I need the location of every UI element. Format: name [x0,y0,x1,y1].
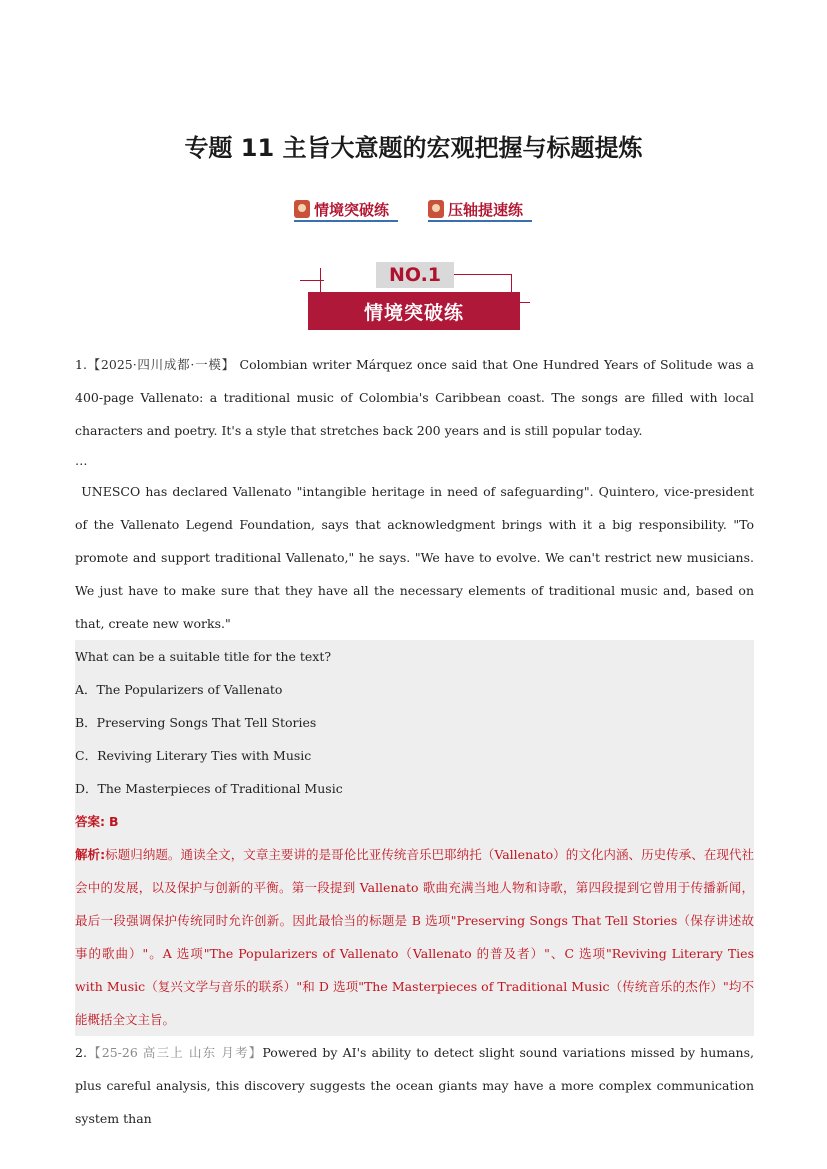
q1-para1 [75,348,754,447]
book-stand-icon [428,200,444,218]
tab-label: 情境突破练 [314,200,390,219]
option-a: A．The Popularizers of Vallenato [75,682,283,697]
analysis-text: 标题归纳题。通读全文，文章主要讲的是哥伦比亚传统音乐巴耶纳托（Vallenato）的文化内涵、历史传承、在现代社会中的发展，以及保护与创新的平衡。第一段提到 Vallenato 歌曲充满当地人物和诗歌，第四段提到它曾用于传播新闻，最后一段强调保护传统同时允许创新。因此最恰当的标题是 B 选项"Preserving Songs That Tell Stories（保存讲述故事的歌曲）"。A 选项"The Popularizers of Vallenato（Vallenato 的普及者）"、C 选项"Reviving Literary Ties with Music（复兴文学与音乐的联系）"和 D 选项"The Masterpieces of Traditional Music（传统音乐的杰作）"均不能概括全文主旨。 [75,847,754,1027]
q1-question-block [75,640,754,1036]
section-label: 情境突破练 [308,292,520,330]
answer-label: 答案: [75,814,105,829]
book-stand-icon [294,200,310,218]
q1-para2: UNESCO has declared Vallenato "intangible heritage in need of safeguarding". Quintero, vice-president of the Vallenato Legend Foundation, says that acknowledgment brings with it a big responsibility. "To promote and support traditional Vallenato," he says. "We have to evolve. We can't restrict new musicians. We just have to make sure that they have all the necessary elements of traditional music and, based on that, create new works." [75,484,754,631]
section-number: NO.1 [376,262,454,288]
q1-question: What can be a suitable title for the text? [75,649,332,664]
q2-text: Powered by AI's ability to detect slight sound variations missed by humans, plus careful analysis, this discovery suggests the ocean giants may have a more complex communication system than [75,1045,754,1126]
option-c: C．Reviving Literary Ties with Music [75,748,312,763]
analysis [75,838,754,1036]
answer-value: B [108,814,119,829]
page-title: 专题 11 主旨大意题的宏观把握与标题提炼 [184,134,643,162]
option-b: B．Preserving Songs That Tell Stories [75,715,317,730]
tab-underline [428,220,532,222]
banner-line [454,274,512,275]
tab-label: 压轴提速练 [448,200,524,219]
q1-source: 【2025·四川成都·一模】 [86,357,235,372]
q2-para [75,1036,754,1135]
banner-line [320,268,321,292]
tab-underline [294,220,398,222]
tab-situation-practice[interactable] [294,196,389,222]
q1-text: Colombian writer Márquez once said that One Hundred Years of Solitude was a 400-page Vallenato: a traditional music of Colombia's Caribbean coast. The songs are filled with local characters and poetry. It's a style that stretches back 200 years and is still popular today. [75,357,754,438]
tab-final-practice[interactable] [428,196,523,222]
q1-ellipsis: … [75,453,88,468]
q2-number: 2. [75,1045,87,1060]
option-d: D．The Masterpieces of Traditional Music [75,781,343,796]
question-content [75,348,754,1135]
q1-number: 1. [75,357,87,372]
banner-line [520,302,530,303]
answer-line [75,805,754,838]
analysis-label: 解析: [75,847,106,862]
q2-source: 【25-26 高三上 山东 月考】 [86,1045,263,1060]
section-banner [300,258,530,338]
section-tabs [294,196,534,226]
banner-line [511,274,512,292]
